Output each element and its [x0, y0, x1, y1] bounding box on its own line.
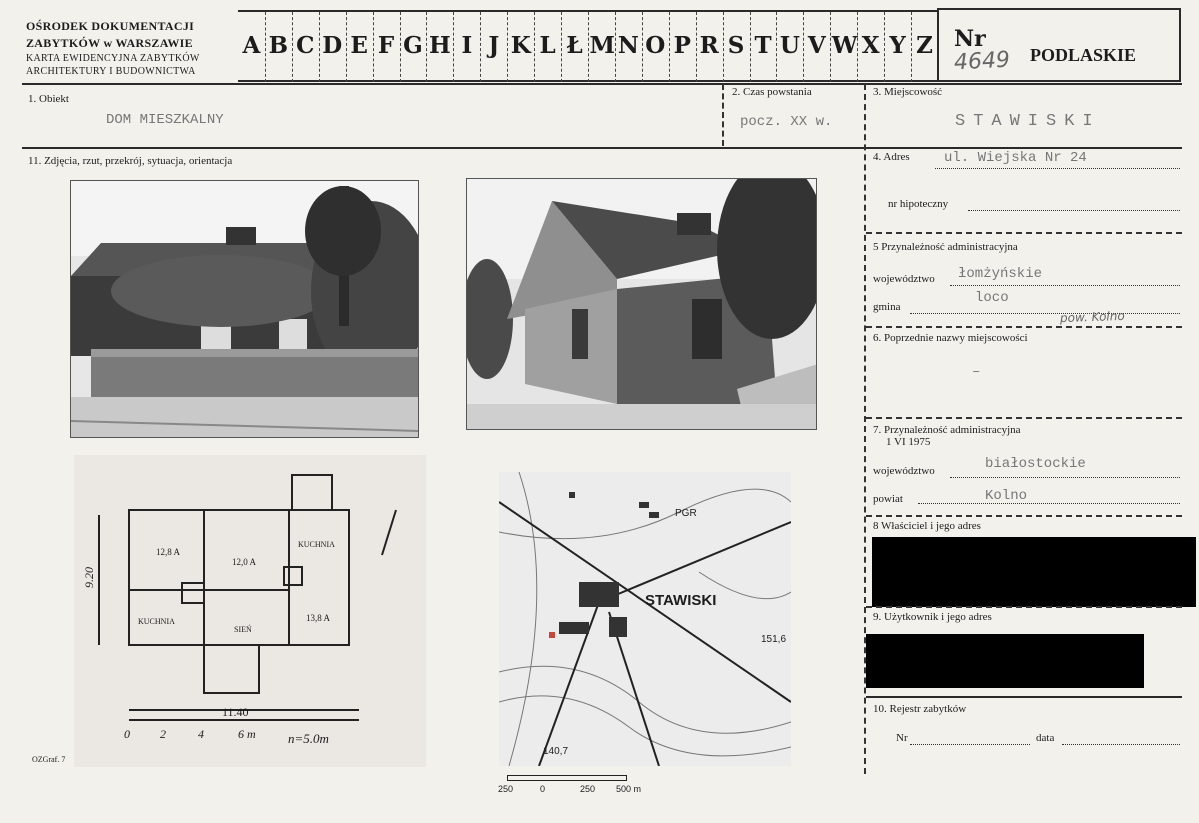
letter-separator	[292, 12, 293, 82]
room-label: 13,8 A	[306, 613, 331, 623]
alphabet-letter: A	[242, 32, 261, 59]
alphabet-letter: I	[461, 32, 473, 59]
letter-separator	[669, 12, 670, 82]
alphabet-letter: Y	[889, 32, 906, 59]
powiat-label: powiat	[873, 493, 903, 505]
powiat-handwritten-note: pow. Kolno	[1059, 308, 1125, 326]
alphabet-index	[238, 10, 938, 82]
redacted-owner	[872, 537, 1196, 607]
address-label: 4. Adres	[873, 151, 910, 163]
alphabet-letter: W	[831, 32, 858, 59]
room-label: 12,0 A	[232, 557, 257, 567]
card-title-line1: KARTA EWIDENCYJNA ZABYTKÓW	[26, 53, 200, 64]
alphabet-letter: T	[754, 32, 772, 59]
alphabet-letter: S	[727, 32, 745, 59]
letter-separator	[400, 12, 401, 82]
institution-line1: OŚRODEK DOKUMENTACJI	[26, 19, 195, 33]
registry-date-line	[1062, 744, 1180, 745]
divider	[866, 606, 1182, 608]
letter-separator	[453, 12, 454, 82]
letter-separator	[480, 12, 481, 82]
map-pgr-label: PGR	[675, 508, 697, 519]
width-dimension: 11.40	[222, 705, 249, 719]
voivodeship2-line	[950, 477, 1180, 478]
letter-separator	[534, 12, 535, 82]
divider	[722, 84, 724, 146]
admin2-date: 1 VI 1975	[886, 436, 931, 448]
address-line	[935, 168, 1180, 169]
registry-nr-label: Nr	[896, 732, 908, 744]
letter-separator	[911, 12, 912, 82]
card-title-line2: ARCHITEKTURY I BUDOWNICTWA	[26, 66, 196, 77]
address-value: ul. Wiejska Nr 24	[944, 150, 1087, 166]
scale-tick: 2	[160, 727, 166, 741]
alphabet-letter: F	[377, 32, 395, 59]
divider	[22, 147, 1182, 149]
alphabet-letter: L	[539, 32, 556, 59]
previous-names-label: 6. Poprzednie nazwy miejscowości	[873, 332, 1028, 344]
letter-separator	[561, 12, 562, 82]
letter-separator	[507, 12, 508, 82]
map-town-name: STAWISKI	[645, 592, 717, 609]
number-label: Nr	[954, 26, 986, 52]
owner-label: 8 Właściciel i jego adres	[873, 520, 981, 532]
alphabet-letter: M	[589, 32, 615, 59]
letter-separator	[776, 12, 777, 82]
letter-separator	[615, 12, 616, 82]
scale-tick: 0	[124, 727, 130, 741]
date-value: pocz. XX w.	[740, 114, 833, 130]
letter-separator	[265, 12, 266, 82]
map-scale-tick: 0	[540, 784, 546, 794]
voivodeship1-line	[950, 285, 1180, 286]
place-label: 3. Miejscowość	[873, 86, 943, 98]
photos-label: 11. Zdjęcia, rzut, przekrój, sytuacja, orientacja	[28, 155, 233, 167]
alphabet-letter: O	[645, 32, 666, 59]
object-label: 1. Obiekt	[28, 93, 69, 105]
previous-names-value: –	[972, 364, 981, 380]
room-label: KUCHNIA	[298, 540, 335, 549]
divider	[22, 83, 1182, 85]
scale-ratio: n=5.0m	[288, 731, 329, 746]
letter-separator	[803, 12, 804, 82]
map-scale-bar	[507, 775, 627, 781]
place-value: STAWISKI	[955, 112, 1101, 131]
depth-dimension: 9.20	[82, 567, 96, 588]
alphabet-letter: B	[268, 32, 289, 59]
powiat-value: Kolno	[985, 488, 1028, 504]
voivodeship1-value: łomżyńskie	[958, 266, 1043, 282]
alphabet-letter: K	[510, 32, 531, 59]
letter-separator	[426, 12, 427, 82]
alphabet-letter: N	[617, 32, 639, 59]
powiat-line	[918, 503, 1180, 504]
voivodeship2-label: województwo	[873, 465, 935, 477]
letter-separator	[696, 12, 697, 82]
alphabet-letter: R	[699, 32, 719, 59]
scale-tick: 4	[198, 727, 204, 741]
admin2-label: 7. Przynależność administracyjna	[873, 424, 1021, 436]
room-label: SIEŃ	[234, 625, 252, 634]
mortgage-label: nr hipoteczny	[888, 198, 949, 210]
divider	[866, 326, 1182, 328]
letter-separator	[588, 12, 589, 82]
alphabet-letter: E	[350, 32, 368, 59]
map-elevation: 151,6	[761, 634, 787, 645]
mortgage-line	[968, 210, 1180, 211]
footer-code: OZGraf. 7	[32, 755, 66, 764]
divider	[866, 417, 1182, 419]
region-name: PODLASKIE	[1030, 45, 1137, 65]
voivodeship2-value: białostockie	[985, 456, 1086, 472]
alphabet-letter: H	[429, 32, 451, 59]
alphabet-letter: Ł	[566, 32, 583, 59]
divider	[866, 515, 1182, 517]
photo-side-view	[466, 178, 817, 430]
gmina-line	[910, 313, 1180, 314]
alphabet-letter: D	[322, 32, 343, 59]
floor-plan	[74, 455, 426, 767]
location-map	[499, 472, 791, 766]
letter-separator	[884, 12, 885, 82]
redacted-user	[866, 634, 1144, 688]
letter-separator	[642, 12, 643, 82]
voivodeship1-label: województwo	[873, 273, 935, 285]
registry-nr-line	[910, 744, 1030, 745]
letter-separator	[857, 12, 858, 82]
room-label: KUCHNIA	[138, 617, 175, 626]
alphabet-letter: Z	[916, 32, 933, 59]
alphabet-letter: C	[296, 32, 315, 59]
divider	[866, 696, 1182, 698]
divider	[866, 232, 1182, 234]
registry-date-label: data	[1036, 732, 1055, 744]
alphabet-letter: V	[807, 32, 826, 59]
alphabet-letter: X	[861, 32, 880, 59]
object-value: DOM MIESZKALNY	[106, 112, 224, 128]
map-scale-tick: 500 m	[616, 784, 642, 794]
map-elevation: 140,7	[543, 746, 569, 757]
alphabet-letter: U	[779, 32, 800, 59]
inventory-number: 4649	[953, 47, 1011, 76]
date-label: 2. Czas powstania	[732, 86, 812, 98]
user-label: 9. Użytkownik i jego adres	[873, 611, 992, 623]
registry-label: 10. Rejestr zabytków	[873, 703, 967, 715]
letter-separator	[723, 12, 724, 82]
alphabet-letter: P	[673, 32, 691, 59]
letter-separator	[373, 12, 374, 82]
admin1-label: 5 Przynależność administracyjna	[873, 241, 1018, 253]
gmina-label: gmina	[873, 301, 901, 313]
letter-separator	[319, 12, 320, 82]
institution-line2: ZABYTKÓW w WARSZAWIE	[26, 36, 193, 50]
letter-separator	[750, 12, 751, 82]
alphabet-letter: J	[488, 32, 500, 59]
scale-tick: 6 m	[238, 727, 256, 741]
room-label: 12,8 A	[156, 547, 181, 557]
gmina-value: loco	[975, 290, 1009, 306]
map-scale-tick: 250	[580, 784, 596, 794]
letter-separator	[346, 12, 347, 82]
photo-front-view	[70, 180, 419, 438]
alphabet-letter: G	[403, 32, 423, 59]
map-scale-tick: 250	[498, 784, 514, 794]
letter-separator	[830, 12, 831, 82]
